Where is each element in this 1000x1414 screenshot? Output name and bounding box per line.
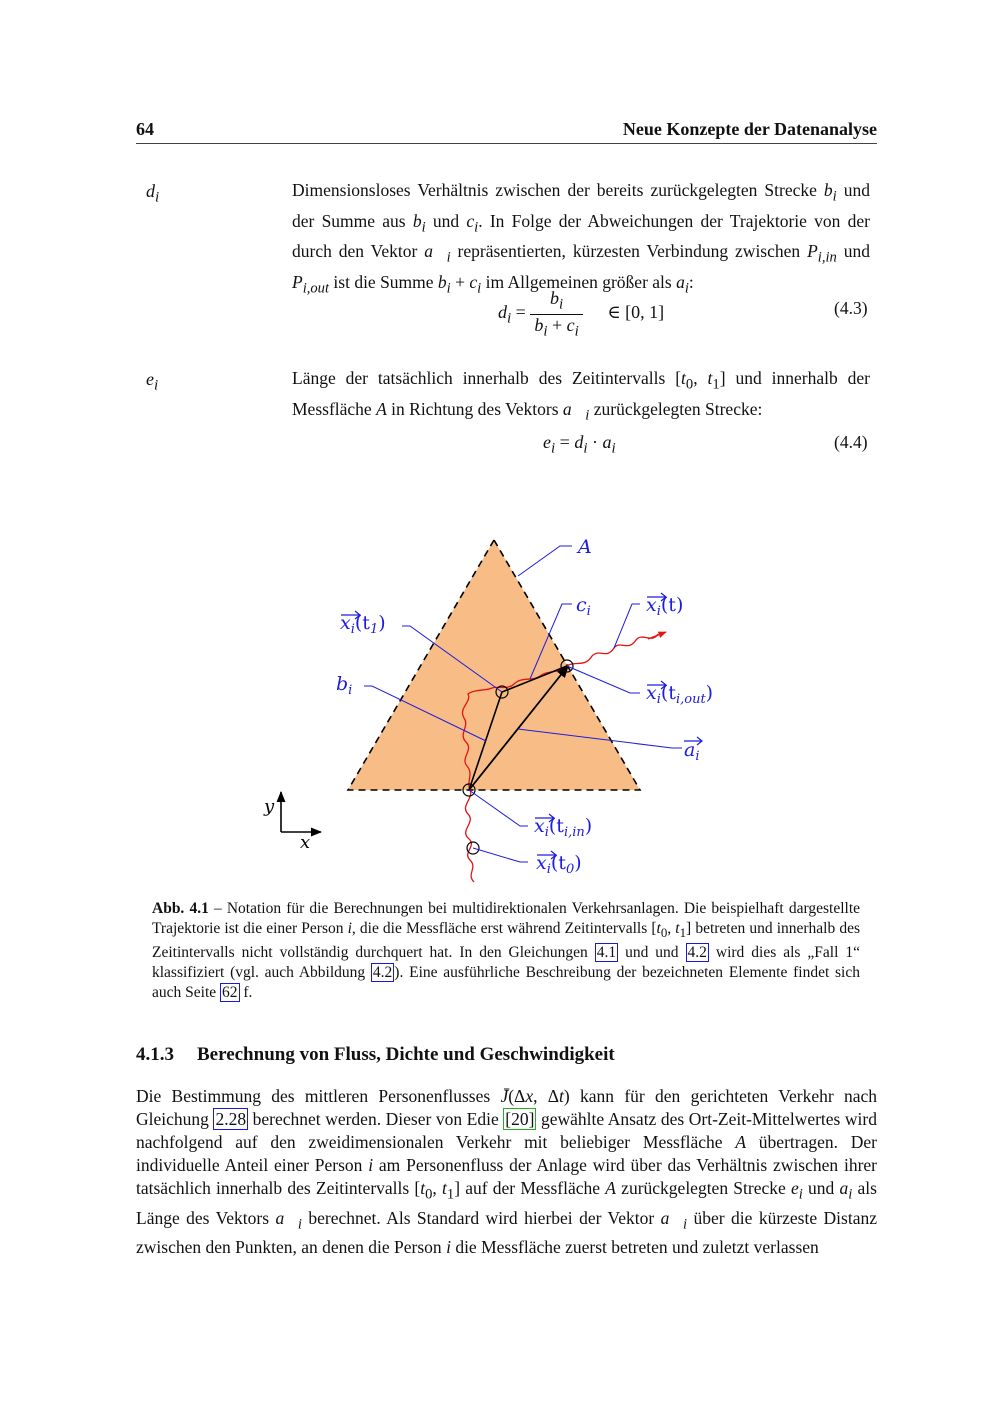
axis-y-label: y [264,796,275,817]
leader-A [518,546,572,576]
definition-d-paragraph: Dimensionsloses Verhältnis zwischen der bereits zurückgelegten Strecke $b_i$ und der Summe aus $b_i$ und $c_i$. In Folge der Abweichungen der Trajektorie von der durch den Vektor $a⃗_i$ repräsentierten, kürzesten Verbindung zwischen $P_{i,in}$ und $P_{i,out}$ ist die Summe $b_i + c_i$ im Allgemeinen größer als $a_i$: [292,180,870,296]
label-x-t1 [340,611,386,637]
equation-4-4: $e_i = d_i \cdot a_i$ [543,432,616,457]
eq43-lhs: $d_i$ [498,302,512,327]
body-paragraph-text: Die Bestimmung des mittleren Personenflusses J̄(Δx, Δt) kann für den gerichteten Verkehr nach Gleichung 2.28 berechnet werden. Dieser von Edie [20] gewählte Ansatz des Ort-Zeit-Mittelwertes wird nachfolgend auf den zweidimensionalen Verkehr mit beliebiger Messfläche A übertragen. Der individuelle Anteil einer Person i am Personenfluss der Anlage wird über das Verhältnis zwischen ihrer tatsächlich innerhalb des Zeitintervalls [$t_0$, $t_1$] auf der Messfläche A zurückgelegten Strecke $e_i$ und $a_i$ als Länge des Vektors $a⃗_i$ berechnet. Als Standard wird hierbei der Vektor $a⃗_i$ über die kürzeste Distanz zwischen den Punkten, an denen die Person i die Messfläche zuerst betreten und zuletzt verlassen [136,1086,878,1257]
term-d-sub: i [155,189,160,206]
svg-text:xi(t1): $x_i(t_1)$ [340,612,386,637]
svg-text:xi(t): $x_i(t)$ [646,594,684,619]
equation-number-4-3: (4.3) [834,298,868,318]
measurement-area-triangle [348,540,640,790]
label-x-t0 [536,851,582,877]
term-e-sub: i [154,377,159,394]
eq43-denominator: $b_i + c_i$ [534,314,579,340]
svg-text:xi(ti,in): $x_i(t_{i,in})$ [534,815,593,840]
eq43-numerator: $b_i$ [530,288,583,315]
section-number: 4.1.3 [136,1044,174,1065]
figure-caption-text: Abb. 4.1 – Notation für die Berechnungen bei multidirektionalen Verkehrsanlagen. Die beispielhaft dargestellte Trajektorie ist die einer Person i, die die Messfläche erst während Zeitintervalls [$t_0$, $t_1$] betreten und innerhalb des Zeitintervalls nicht vollständig durchquert hat. In den Gleichungen 4.1 und und 4.2 wird dies als „Fall 1“ klassifiziert (vgl. auch Abbildung 4.2 ). Eine ausführliche Beschreibung der bezeichneten Elemente findet sich auch Seite 62 f. [152,900,861,1002]
section-title: Berechnung von Fluss, Dichte und Geschwindigkeit [197,1044,615,1065]
leader-x-t0 [473,848,528,862]
label-b: $b_i$ [336,673,353,698]
figure-caption [152,899,860,1003]
term-e-symbol: e [146,369,154,389]
label-A: A [578,536,592,558]
eq43-range: ∈ [0, 1] [607,302,665,323]
section-heading [136,1044,615,1066]
definition-e-paragraph: Länge der tatsächlich innerhalb des Zeitintervalls [$t_0$, $t_1$] und innerhalb der Messfläche A in Richtung des Vektors $a⃗_i$ zurückgelegten Strecke: [292,368,870,423]
label-x-tout [646,681,713,707]
label-x-t [646,593,683,619]
axis-x-label: x [300,832,311,853]
svg-text:xi(t0): $x_i(t_0)$ [536,852,582,877]
label-a [684,737,702,764]
label-x-tin [534,814,592,840]
leader-x-tin [469,790,528,826]
eq43-eqsign: = [511,302,531,323]
svg-text:ai: $a_i$ [684,739,700,764]
label-c: $c_i$ [576,594,591,619]
running-header-title: Neue Konzepte der Datenanalyse [622,119,877,139]
term-d-symbol: d [146,181,155,201]
equation-number-4-4: (4.4) [834,432,868,452]
svg-text:xi(ti,out): $x_i(t_{i,out})$ [646,682,714,707]
leader-x-t [614,604,640,648]
page-number: 64 [136,119,154,139]
trajectory-arrowhead [648,632,666,639]
body-paragraph [136,1085,877,1259]
